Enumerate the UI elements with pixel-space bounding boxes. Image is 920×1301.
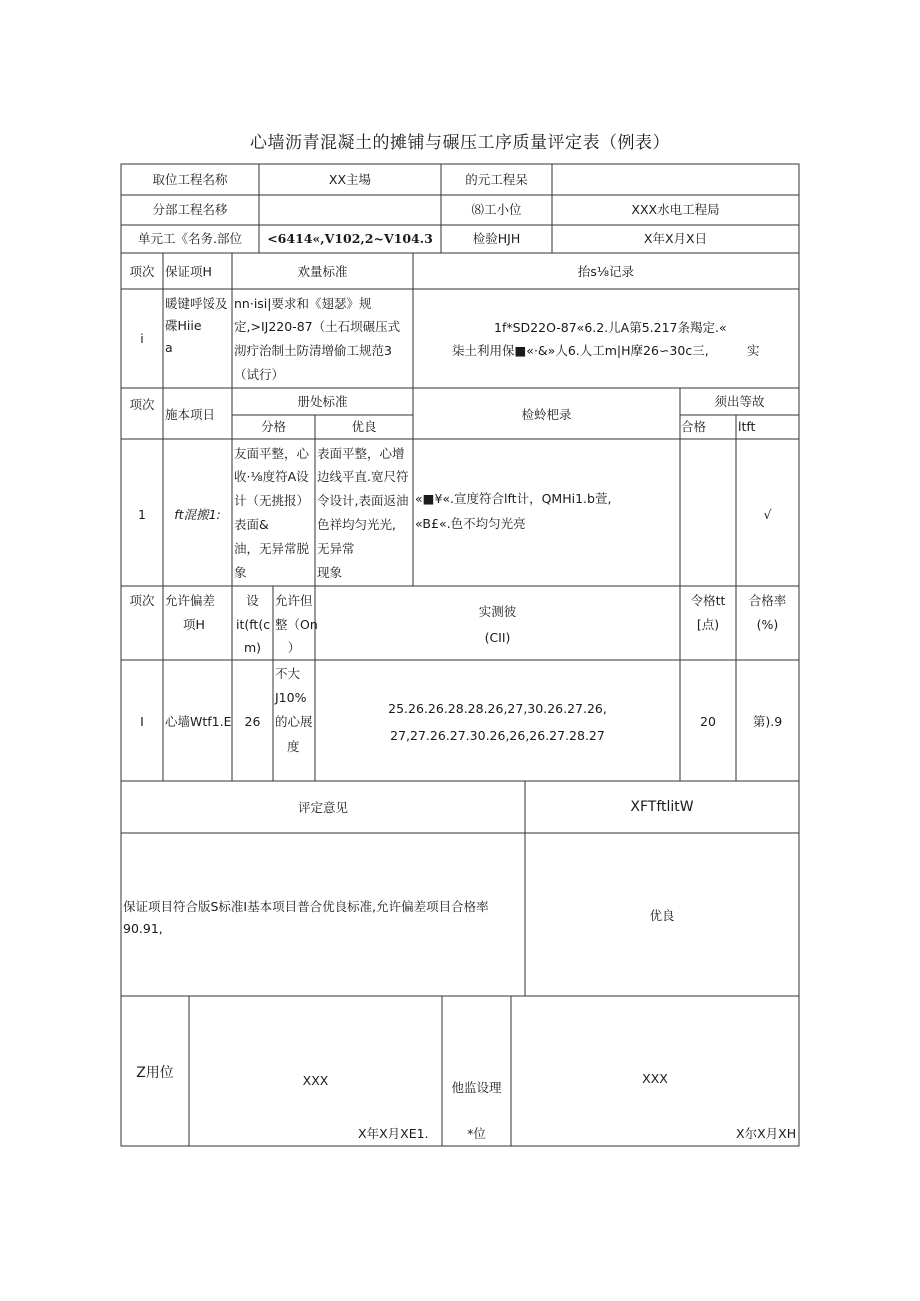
basic-hege-line: 计（无挑报） [234, 493, 310, 508]
basic-check-mark: √ [763, 507, 772, 522]
guarantee-standard-line: （试行） [234, 367, 285, 382]
deviation-col-qualified-line: [点) [696, 617, 720, 632]
deviation-allow-line: 不大 [275, 666, 301, 681]
basic-youliang-line: 现象 [317, 565, 343, 580]
basic-col-hege: 分格 [260, 419, 286, 434]
deviation-row-item: 心墙Wtf1.E [165, 714, 232, 729]
guarantee-record-line: 1f*SD22O-87«6.2.儿A第5.217条羯定.« [494, 320, 727, 335]
deviation-col-qualified-line: 令格tt [690, 593, 726, 608]
basic-col-item: 施本项日 [165, 407, 216, 422]
assessment-grade-label: XFTftlitW [630, 799, 694, 815]
basic-youliang-line: 表面平整，心增 [317, 446, 405, 461]
deviation-col-allow-line: ） [287, 640, 301, 655]
deviation-col-rate-line: (%) [756, 617, 779, 632]
basic-record-line: «B£«.色不均匀光亮 [415, 516, 526, 531]
basic-col-grade-youliang: ltft [738, 419, 756, 434]
construction-sign-date: X年X月XE1. [358, 1126, 429, 1141]
basic-youliang-line: 色祥均匀光光, [317, 517, 396, 532]
deviation-pass-rate: 第).9 [752, 714, 783, 729]
basic-youliang-line: 边线平直.宽尺符 [317, 469, 409, 484]
inspection-date-label: 检验HJH [472, 231, 521, 246]
assessment-opinion-line: 保证项目符合版S标准I基本项目普合优良标准,允许偏差项目合格率 [123, 899, 489, 914]
guarantee-item-line: 暖键呼馁及 [165, 296, 228, 311]
deviation-col-measured-line: 实测彼 [478, 604, 517, 619]
construction-unit-sign-label: Z用位 [136, 1065, 174, 1081]
construction-signer-name: XXX [302, 1073, 329, 1088]
supervision-unit-label-cont: *位 [467, 1126, 486, 1141]
deviation-col-measured-line: (CII) [484, 630, 511, 645]
basic-record-line: «■¥«.宣度符合lft计，QMHi1.b萱, [415, 491, 612, 506]
guarantee-standard-line: 定,>IJ220-87（土石坝碾压式 [234, 319, 401, 334]
project-name-value: XX主場 [328, 172, 372, 187]
page-title: 心墙沥青混凝土的摊铺与碾压工序质量评定表（例表） [250, 133, 670, 153]
deviation-qualified-count: 20 [700, 714, 716, 729]
deviation-col-allow-line: 允许但 [275, 593, 313, 608]
guarantee-record-line: 柒土利用保■«·&»人6.人工m|H摩26∽30c三, [452, 343, 709, 358]
deviation-design-value: 26 [244, 714, 261, 729]
supervision-unit-label: 他监设理 [451, 1080, 502, 1095]
project-name-label: 取位工程名称 [152, 172, 228, 187]
deviation-col-rate-line: 合格率 [748, 593, 787, 608]
unit-project-label: 的元工程呆 [465, 172, 528, 187]
basic-col-youliang: 优良 [351, 419, 377, 434]
deviation-col-num: 项次 [129, 593, 155, 608]
basic-col-standard: 册处标准 [297, 394, 348, 409]
deviation-col-item-line: 允许偏差 [165, 593, 216, 608]
deviation-col-design-line: it(ft(c [236, 617, 271, 632]
basic-hege-line: 友面平整，心 [234, 446, 310, 461]
deviation-allow-line: 度 [287, 739, 300, 754]
unit-name-value: <6414«,V102,2~V104.3 [267, 231, 433, 246]
guarantee-row-num: i [140, 331, 144, 346]
basic-row-num: 1 [138, 507, 146, 522]
basic-col-grade: 须出等故 [714, 394, 765, 409]
guarantee-col-record: 抬s⅛记录 [577, 264, 635, 279]
guarantee-standard-line: nn·isi|要求和《翅瑟》规 [234, 296, 372, 311]
guarantee-col-item: 保证项H [165, 264, 212, 279]
basic-col-record: 检蛉杷录 [521, 407, 572, 422]
assessment-opinion-label: 评定意见 [297, 800, 348, 815]
construction-unit-value: XXX水电工程局 [631, 202, 720, 217]
assessment-opinion-line: 90.91, [123, 921, 163, 936]
construction-unit-label: ⑻工小位 [471, 202, 522, 217]
deviation-measured-line: 27,27.26.27.30.26,26,26.27.28.27 [390, 728, 605, 743]
guarantee-record-line: 实 [747, 343, 760, 358]
basic-hege-line: 象 [234, 565, 247, 580]
deviation-col-design-line: m) [243, 640, 262, 655]
basic-hege-line: 油，无异常脱 [234, 541, 310, 556]
deviation-col-design-line: 设 [246, 593, 259, 608]
supervision-signer-name: XXX [642, 1071, 668, 1086]
guarantee-standard-line: 沏疔治制土防清增偷工规范3 [234, 343, 392, 358]
deviation-measured-line: 25.26.26.28.28.26,27,30.26.27.26, [388, 701, 607, 716]
basic-hege-line: 表面& [234, 517, 269, 532]
basic-youliang-line: 无异常 [317, 541, 355, 556]
supervision-sign-date: X尔X月XH [736, 1126, 797, 1141]
deviation-col-item-line: 项H [183, 617, 205, 632]
basic-youliang-line: 令设计,表面返油 [317, 493, 409, 508]
division-project-label: 分部工程名移 [152, 202, 228, 217]
guarantee-col-num: 项次 [129, 264, 155, 279]
basic-row-item: ft混搬1: [174, 507, 221, 522]
guarantee-item-line: 碟Hiie [165, 318, 202, 333]
basic-hege-line: 收·⅛度符A设 [234, 469, 309, 484]
basic-col-num: 项次 [129, 397, 155, 412]
unit-name-label: 单元工《名务.部位 [138, 231, 242, 246]
inspection-date-value: X年X月X日 [643, 231, 708, 246]
guarantee-item-line: a [165, 340, 173, 355]
deviation-row-num: I [140, 714, 144, 729]
deviation-allow-line: 的心展 [275, 714, 313, 729]
assessment-grade-value: 优良 [649, 908, 675, 923]
deviation-allow-line: J10% [275, 690, 307, 705]
basic-col-grade-hege: 合格 [681, 419, 707, 434]
deviation-col-allow-line: 整（On [275, 617, 318, 632]
guarantee-col-standard: 欢量标准 [297, 264, 348, 279]
